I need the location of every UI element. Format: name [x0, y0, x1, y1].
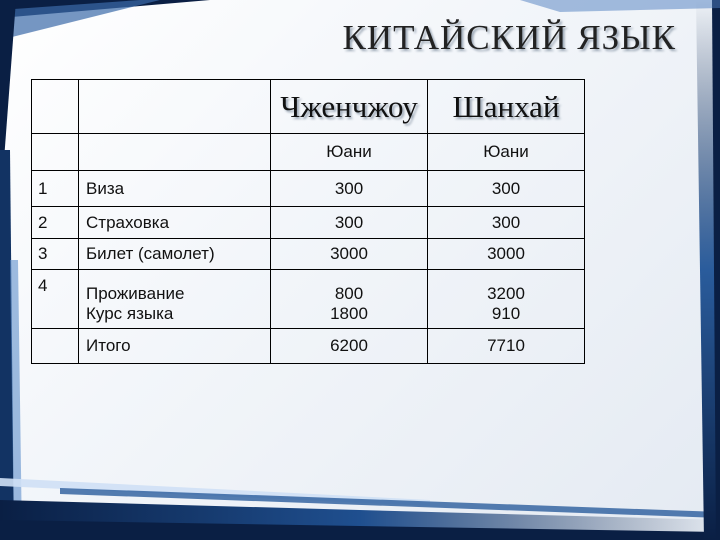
currency-empty-cell — [79, 134, 271, 171]
row-label-line: Курс языка — [86, 304, 174, 323]
table-row — [32, 270, 585, 329]
cost-table — [31, 79, 585, 364]
cost-zhengzhou: 300 — [271, 207, 428, 239]
table-header-row — [32, 80, 585, 134]
cost-zhengzhou: 300 — [271, 171, 428, 207]
cost-line: 800 — [334, 284, 364, 303]
table-currency-row — [32, 134, 585, 171]
row-number: 1 — [32, 171, 79, 207]
total-zhengzhou: 6200 — [271, 329, 428, 364]
row-number: 3 — [32, 239, 79, 270]
city-header-zhengzhou: Чженчжоу — [271, 80, 428, 134]
cost-shanghai: 3000 — [428, 239, 585, 270]
cost-shanghai — [428, 270, 585, 329]
cost-zhengzhou: 3000 — [271, 239, 428, 270]
row-number — [32, 329, 79, 364]
row-number: 2 — [32, 207, 79, 239]
table-row — [32, 207, 585, 239]
currency-shanghai: Юани — [428, 134, 585, 171]
table-row — [32, 239, 585, 270]
table-total-row — [32, 329, 585, 364]
row-label: Итого — [79, 329, 271, 364]
city-header-shanghai: Шанхай — [428, 80, 585, 134]
currency-zhengzhou: Юани — [271, 134, 428, 171]
cost-shanghai: 300 — [428, 207, 585, 239]
row-label — [79, 270, 271, 329]
row-label: Страховка — [79, 207, 271, 239]
cost-shanghai: 300 — [428, 171, 585, 207]
row-number: 4 — [32, 270, 79, 329]
currency-empty-cell — [32, 134, 79, 171]
row-label: Виза — [79, 171, 271, 207]
row-label: Билет (самолет) — [79, 239, 271, 270]
slide-title: КИТАЙСКИЙ ЯЗЫК — [342, 18, 676, 57]
table-row — [32, 171, 585, 207]
header-empty-cell — [32, 80, 79, 134]
header-empty-cell — [79, 80, 271, 134]
total-shanghai: 7710 — [428, 329, 585, 364]
cost-line: 3200 — [487, 284, 525, 303]
row-label-line: Проживание — [86, 284, 185, 303]
cost-line: 1800 — [330, 304, 368, 323]
cost-line: 910 — [491, 304, 521, 323]
cost-zhengzhou — [271, 270, 428, 329]
